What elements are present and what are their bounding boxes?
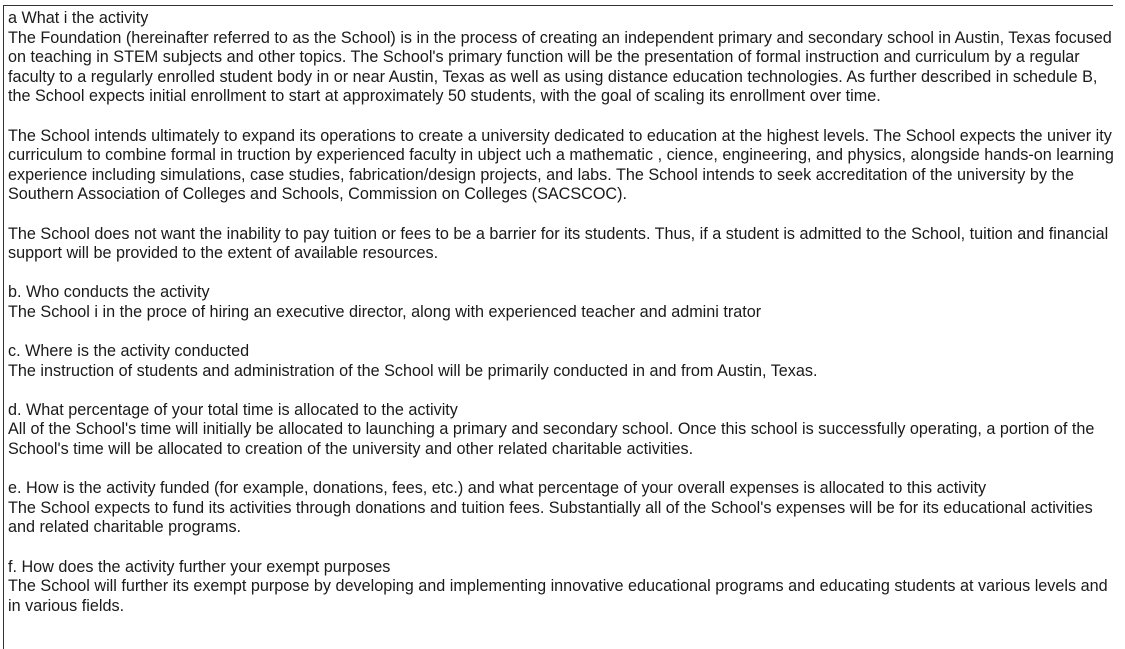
paragraph-gap [8, 205, 1116, 225]
section-a-paragraph-3: The School does not want the inability to pay tuition or fees to be a barrier for its students. Thus, if a student is admitted to the School, tuition and financial support will be provided to the extent of available resources. [8, 224, 1109, 263]
section-a [8, 9, 1116, 264]
section-f-heading: f. How does the activity further your exempt purposes [8, 557, 391, 576]
section-a-paragraph-1: The Foundation (hereinafter referred to as the School) is in the process of creating an independent primary and secondary school in Austin, Texas focused on teaching in STEM subjects and other topics. The School's primary function will be the presentation of formal instruction and curriculum by a regular faculty to a regularly enrolled student body in or near Austin, Texas as well as using distance education technologies. As further described in schedule B, the School expects initial enrollment to start at approximately 50 students, with the goal of scaling its enrollment over time. [8, 28, 1112, 106]
section-c-heading: c. Where is the activity conducted [8, 342, 250, 361]
document-content [8, 9, 1116, 636]
section-b-body: The School i in the proce of hiring an executive director, along with experienced teacher and admini trator [8, 302, 762, 321]
section-c [8, 342, 1116, 381]
section-e [8, 479, 1116, 538]
section-a-paragraph-2: The School intends ultimately to expand its operations to create a university dedicated to education at the highest levels. The School expects the univer ity curriculum to combine formal in truction by experienced faculty in ubject uch a mathematic , cience, engineering, and physics, alongside hands-on learning experience including simulations, case studies, fabrication/design projects, and labs. The School intends to seek accreditation of the university by the Southern Association of Colleges and Schools, Commission on Colleges (SACSCOC). [8, 126, 1114, 204]
section-f-body: The School will further its exempt purpose by developing and implementing innovative educational programs and educating students at various levels and in various fields. [8, 577, 1108, 615]
section-e-heading: e. How is the activity funded (for example, donations, fees, etc.) and what percentage of your overall expenses is allocated to this activity [8, 479, 987, 498]
section-f [8, 558, 1116, 617]
section-a-heading: a What i the activity [8, 9, 149, 27]
paragraph-gap [8, 107, 1116, 127]
section-b-heading: b. Who conducts the activity [8, 283, 210, 302]
section-d [8, 401, 1116, 460]
section-e-body: The School expects to fund its activities through donations and tuition fees. Substantially all of the School's expenses will be for its educational activities and related charitable programs. [8, 498, 1093, 537]
section-c-body: The instruction of students and administration of the School will be primarily conducted in and from Austin, Texas. [8, 361, 818, 380]
section-b [8, 283, 1116, 322]
section-d-body: All of the School's time will initially be allocated to launching a primary and secondary school. Once this school is successfully operating, a portion of the School's time will be allocated to creation of the university and other related charitable activities. [8, 420, 1095, 459]
document-page [3, 5, 1113, 649]
section-d-heading: d. What percentage of your total time is allocated to the activity [8, 400, 458, 419]
